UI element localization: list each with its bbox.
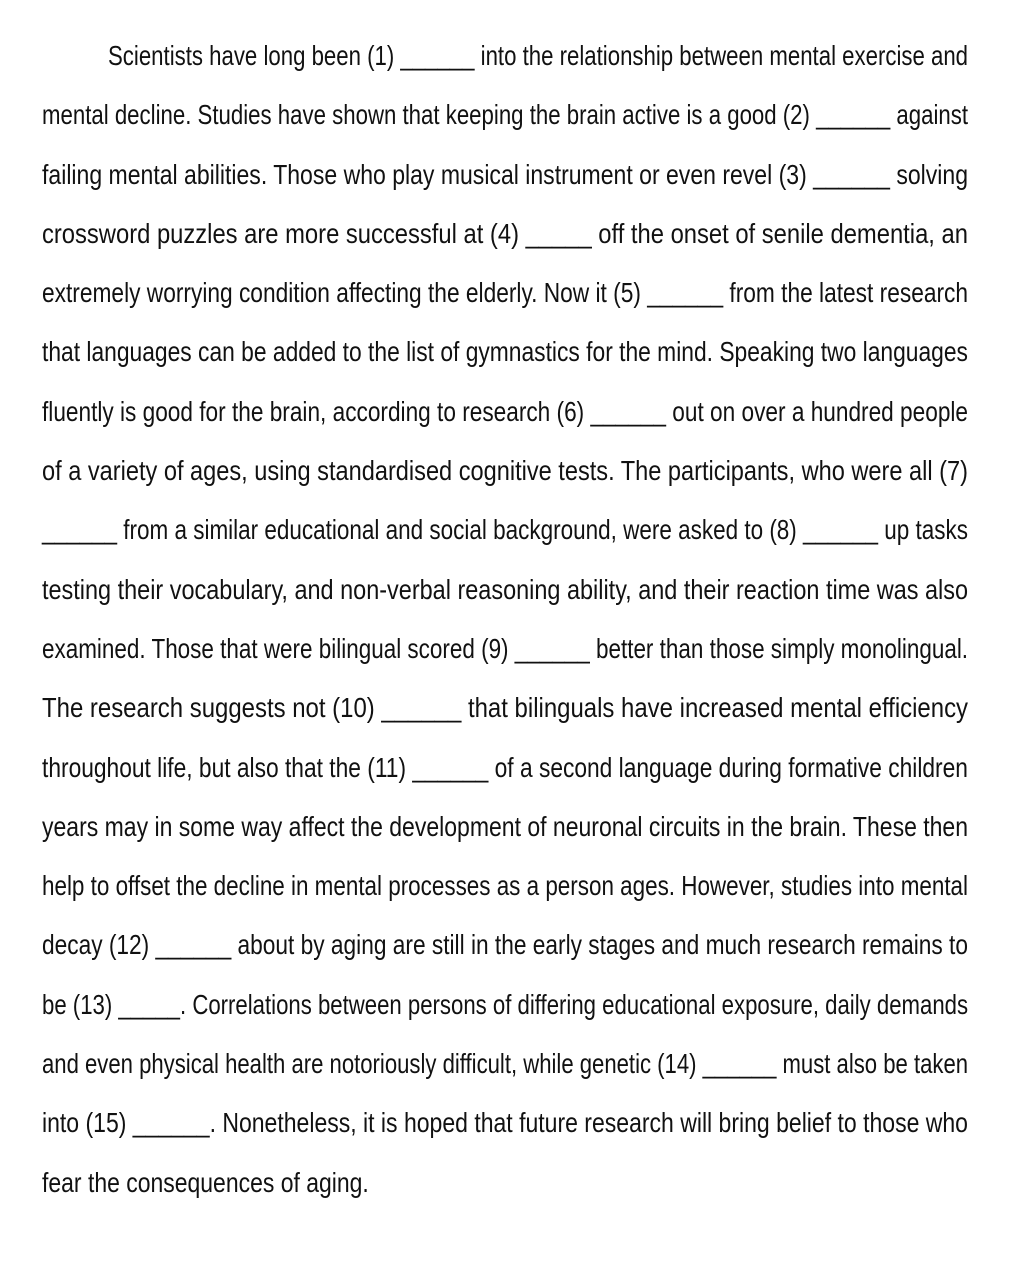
passage-line-text: and even physical health are notoriously difficult, while genetic (14) ______ must also be taken: [42, 1048, 969, 1080]
passage-line-text: fluently is good for the brain, according to research (6) ______ out on over a hundred people: [42, 395, 969, 427]
passage-line: [42, 975, 968, 1034]
passage-line: [42, 915, 968, 974]
passage-line: [42, 204, 968, 263]
passage-line: [42, 856, 968, 915]
passage-line-text: that languages can be added to the list of gymnastics for the mind. Speaking two languages: [42, 336, 968, 368]
passage-line: [42, 560, 968, 619]
passage-line: [42, 382, 968, 441]
passage-line-text: crossword puzzles are more successful at (4) _____ off the onset of senile dementia, an: [42, 217, 968, 249]
passage-line-last: [42, 1153, 968, 1212]
passage-line: [42, 619, 968, 678]
passage-line-text: throughout life, but also that the (11) ______ of a second language during formative children: [42, 751, 968, 783]
passage-line: [42, 500, 968, 559]
passage-line-text: ______ from a similar educational and social background, were asked to (8) ______ up tasks: [42, 514, 969, 546]
passage-line: [42, 1093, 968, 1152]
passage-line: [42, 263, 968, 322]
passage-line-text: extremely worrying condition affecting the elderly. Now it (5) ______ from the latest research: [42, 277, 969, 309]
passage-line: [42, 1034, 968, 1093]
passage-line-text: The research suggests not (10) ______ that bilinguals have increased mental efficiency: [42, 692, 969, 724]
passage-line: [42, 797, 968, 856]
passage-line-text: testing their vocabulary, and non-verbal reasoning ability, and their reaction time was also: [42, 573, 969, 605]
passage-line-text: years may in some way affect the development of neuronal circuits in the brain. These then: [42, 810, 969, 842]
passage-line-text: into (15) ______. Nonetheless, it is hoped that future research will bring belief to those who: [42, 1107, 968, 1139]
passage-line: [42, 145, 968, 204]
passage-line-text: help to offset the decline in mental processes as a person ages. However, studies into mental: [42, 870, 969, 902]
passage-line-text: failing mental abilities. Those who play musical instrument or even revel (3) ______ solving: [42, 158, 969, 190]
passage-line-text: Scientists have long been (1) ______ into the relationship between mental exercise and: [108, 40, 969, 71]
passage-line-text: decay (12) ______ about by aging are still in the early stages and much research remains to: [42, 929, 968, 961]
passage-line: [42, 441, 968, 500]
passage-line: [42, 85, 968, 144]
passage-line: [42, 678, 968, 737]
passage-line-text: examined. Those that were bilingual scored (9) ______ better than those simply monolingual.: [42, 632, 969, 664]
passage: [42, 26, 968, 1212]
passage-line-text: fear the consequences of aging.: [42, 1166, 369, 1198]
passage-line: [42, 322, 968, 381]
passage-line-text: mental decline. Studies have shown that keeping the brain active is a good (2) ______ against: [42, 99, 969, 131]
passage-line: [42, 26, 968, 85]
passage-line-text: of a variety of ages, using standardised cognitive tests. The participants, who were all (7): [42, 455, 968, 487]
passage-line: [42, 738, 968, 797]
passage-line-text: be (13) _____. Correlations between persons of differing educational exposure, daily demands: [42, 988, 969, 1020]
